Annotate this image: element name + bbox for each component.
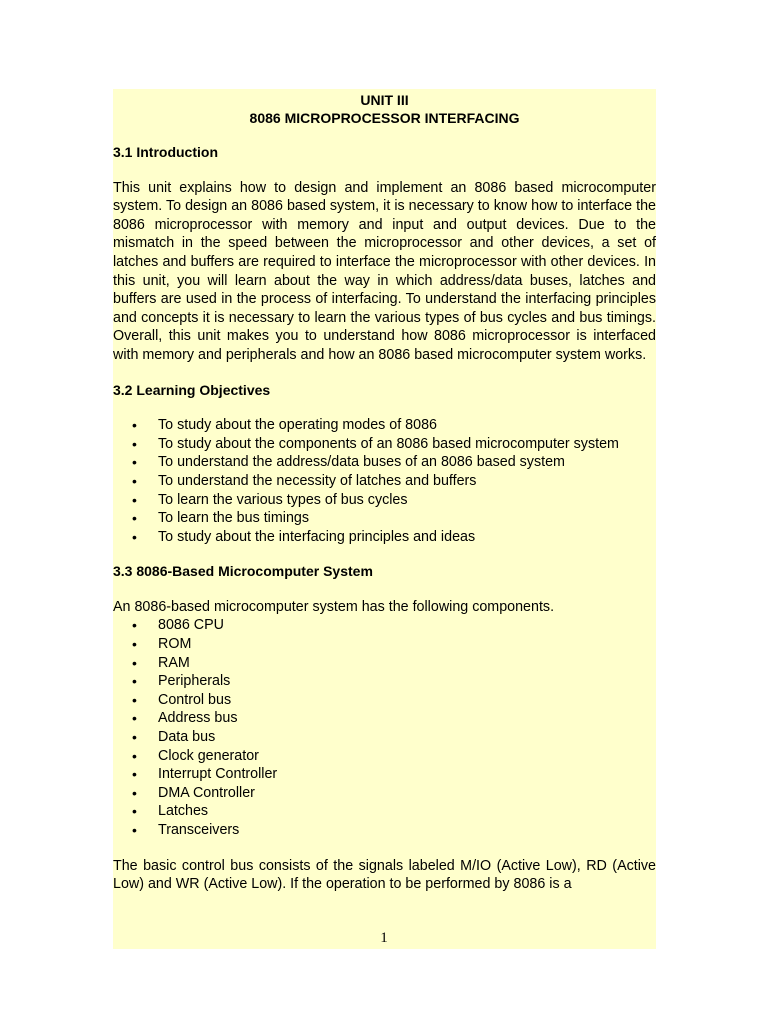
bullet-icon: • [132,654,137,671]
intro-paragraph: This unit explains how to design and implement an 8086 based microcomputer system. To design an 8086 based system, it is necessary to know how to interface the 8086 microprocessor with memory and input and output devices. Due to the mismatch in the speed between the microprocessor and other devices, a set of latches and buffers are required to interface the microprocessor with other devices. In this unit, you will learn about the way in which address/data buses, latches and buffers are used in the process of interfacing. To understand the interfacing principles and concepts it is necessary to learn the various types of bus cycles and bus timings. Overall, this unit makes you to understand how 8086 microprocessor is interfaced with memory and peripherals and how an 8086 based microcomputer system works. [113,179,656,363]
list-item: • To learn the bus timings [132,510,309,527]
list-item: • To study about the operating modes of 8086 [132,417,437,434]
control-bus-paragraph: The basic control bus consists of the signals labeled M/IO (Active Low), RD (Active Low) and WR (Active Low). If the operation to be performed by 8086 is a [113,857,656,893]
list-item: • Transceivers [132,822,240,838]
system-intro: An 8086-based microcomputer system has the following components. [113,598,555,615]
bullet-icon: • [132,617,137,634]
list-item: • Peripherals [132,673,231,690]
bullet-icon: • [132,417,137,434]
list-item: • To learn the various types of bus cycles [132,491,408,508]
list-item: • Interrupt Controller [132,766,278,783]
list-item: • RAM [132,654,190,671]
document-title: 8086 MICROPROCESSOR INTERFACING [249,110,520,126]
list-item: • ROM [132,636,192,653]
page-number: 1 [380,930,388,946]
system-heading: 3.3 8086-Based Microcomputer System [113,563,373,580]
bullet-icon: • [132,673,137,690]
bullet-icon: • [132,528,137,545]
intro-heading: 3.1 Introduction [113,144,218,160]
list-item: • To study about the components of an 8086 based microcomputer system [132,435,619,452]
list-item: • To understand the address/data buses of an 8086 based system [132,454,565,471]
bullet-icon: • [132,472,137,489]
list-item: • 8086 CPU [132,617,224,634]
bullet-icon: • [132,435,137,452]
list-item: • Control bus [132,691,232,708]
unit-label: UNIT III [360,92,409,108]
list-item: • Latches [132,803,209,820]
objectives-heading: 3.2 Learning Objectives [113,381,271,398]
bullet-icon: • [132,729,137,746]
bullet-icon: • [132,510,137,527]
list-item: • Clock generator [132,747,259,764]
bullet-icon: • [132,803,137,820]
bullet-icon: • [132,710,137,727]
components-list [113,616,656,839]
list-item: • To study about the interfacing principles and ideas [132,528,476,545]
bullet-icon: • [132,691,137,708]
bullet-icon: • [132,766,137,783]
bullet-icon: • [132,491,137,508]
objectives-list [113,416,656,546]
list-item: • To understand the necessity of latches and buffers [132,472,477,489]
list-item: • Address bus [132,710,238,727]
bullet-icon: • [132,784,137,801]
document-content [113,89,656,894]
bullet-icon: • [132,636,137,653]
bullet-icon: • [132,454,137,471]
list-item: • DMA Controller [132,784,255,801]
bullet-icon: • [132,822,137,838]
list-item: • Data bus [132,729,216,746]
bullet-icon: • [132,747,137,764]
